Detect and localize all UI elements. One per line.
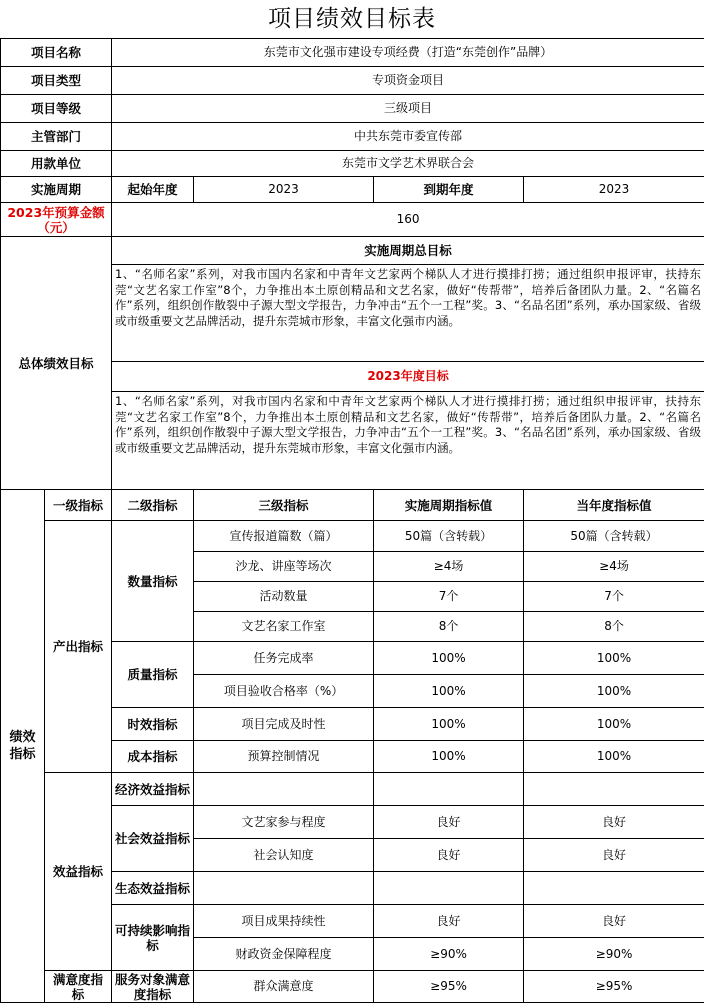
cost-indicator-label: 成本指标 [112,741,194,773]
ecological-indicator-label: 生态效益指标 [112,872,194,905]
sustainable-indicator-label: 可持续影响指标 [112,905,194,971]
indicator-name: 文艺名家工作室 [194,612,374,642]
indicator-name: 文艺家参与程度 [194,806,374,839]
indicator-name: 任务完成率 [194,642,374,675]
header-period-value: 实施周期指标值 [374,490,524,521]
row-project-level [1,95,704,123]
indicator-period-value: 100% [374,741,524,773]
indicator-period-value: 100% [374,675,524,708]
department-value: 中共东莞市委宣传部 [112,123,704,151]
project-name-label: 项目名称 [1,39,112,67]
indicator-year-value: 100% [524,642,704,675]
fund-unit-label: 用款单位 [1,151,112,177]
start-year-value: 2023 [194,177,374,203]
indicator-year-value: 100% [524,741,704,773]
indicator-year-value: 良好 [524,839,704,872]
year-goal-text: 1、“名师名家”系列，对我市国内名家和中青年文艺家两个梯队人才进行摸排打捞；通过组织申报评审，扶持东莞“文艺名家工作室”8个，力争推出本土原创精品和文艺名家，做好“传帮带”，培养后备团队力量。2、“名篇名作”系列，组织创作散裂中子源大型文学报告，力争冲击“五个一工程”奖。3、“名品名团”系列，承办国家级、省级或市级重要文艺品牌活动，提升东莞城市形象，丰富文化强市内涵。 [112,392,704,490]
project-level-label: 项目等级 [1,95,112,123]
table-row [1,521,704,552]
project-name-value: 东莞市文化强市建设专项经费（打造“东莞创作”品牌） [112,39,704,67]
row-period [1,177,704,203]
satisfaction-indicator-label: 满意度指标 [45,971,112,1003]
service-indicator-label: 服务对象满意度指标 [112,971,194,1003]
economic-indicator-label: 经济效益指标 [112,773,194,806]
social-indicator-label: 社会效益指标 [112,806,194,872]
table-row [1,971,704,1003]
indicator-period-value: ≥4场 [374,552,524,582]
row-fund-unit [1,151,704,177]
period-label: 实施周期 [1,177,112,203]
period-goal-text: 1、“名师名家”系列，对我市国内名家和中青年文艺家两个梯队人才进行摸排打捞；通过组织申报评审，扶持东莞“文艺名家工作室”8个，力争推出本土原创精品和文艺名家，做好“传帮带”，培养后备团队力量。2、“名篇名作”系列，组织创作散裂中子源大型文学报告，力争冲击“五个一工程”奖。3、“名品名团”系列，承办国家级、省级或市级重要文艺品牌活动，提升东莞城市形象，丰富文化强市内涵。 [112,265,704,362]
indicator-name: 宣传报道篇数（篇） [194,521,374,552]
indicator-year-value: 8个 [524,612,704,642]
overall-goal-label: 总体绩效目标 [1,237,112,490]
project-type-value: 专项资金项目 [112,67,704,95]
header-year-value: 当年度指标值 [524,490,704,521]
indicator-year-value: 100% [524,708,704,741]
indicator-period-value: 8个 [374,612,524,642]
table-row [1,773,704,806]
indicator-name: 项目完成及时性 [194,708,374,741]
indicator-year-value: 100% [524,675,704,708]
department-label: 主管部门 [1,123,112,151]
header-level3: 三级指标 [194,490,374,521]
indicator-year-value: ≥4场 [524,552,704,582]
indicator-period-value: 100% [374,642,524,675]
benefit-indicator-label: 效益指标 [45,773,112,971]
row-period-goal-header [1,237,704,265]
header-level2: 二级指标 [112,490,194,521]
indicator-period-value: 良好 [374,806,524,839]
indicator-name: 沙龙、讲座等场次 [194,552,374,582]
start-year-label: 起始年度 [112,177,194,203]
budget-label: 2023年预算金额（元） [1,203,112,237]
performance-table [0,38,704,1003]
indicator-name-empty [194,872,374,905]
indicator-period-value: 良好 [374,839,524,872]
indicator-year-value: 良好 [524,905,704,938]
year-goal-label: 2023年度目标 [112,362,704,392]
budget-value: 160 [112,203,704,237]
indicator-period-empty [374,872,524,905]
indicator-period-value: ≥95% [374,971,524,1003]
indicator-year-empty [524,872,704,905]
timeliness-indicator-label: 时效指标 [112,708,194,741]
indicator-period-value: 50篇（含转载） [374,521,524,552]
indicator-year-value: 良好 [524,806,704,839]
quality-indicator-label: 质量指标 [112,642,194,708]
row-budget [1,203,704,237]
indicator-period-value: 良好 [374,905,524,938]
indicator-period-value: 7个 [374,582,524,612]
indicator-year-value: 7个 [524,582,704,612]
indicator-period-empty [374,773,524,806]
indicator-year-value: ≥95% [524,971,704,1003]
indicator-period-value: 100% [374,708,524,741]
indicator-name: 活动数量 [194,582,374,612]
indicator-name-empty [194,773,374,806]
indicator-name: 社会认知度 [194,839,374,872]
end-year-value: 2023 [524,177,704,203]
indicator-year-empty [524,773,704,806]
indicator-year-value: ≥90% [524,938,704,971]
fund-unit-value: 东莞市文学艺术界联合会 [112,151,704,177]
period-goal-label: 实施周期总目标 [112,237,704,265]
header-level1: 一级指标 [45,490,112,521]
indicators-side-label: 绩效指标 [1,490,45,1003]
indicator-name: 财政资金保障程度 [194,938,374,971]
indicator-name: 项目成果持续性 [194,905,374,938]
indicator-name: 预算控制情况 [194,741,374,773]
output-indicator-label: 产出指标 [45,521,112,773]
indicator-period-value: ≥90% [374,938,524,971]
project-level-value: 三级项目 [112,95,704,123]
indicator-name: 项目验收合格率（%） [194,675,374,708]
project-type-label: 项目类型 [1,67,112,95]
page-title: 项目绩效目标表 [268,6,436,32]
quantity-indicator-label: 数量指标 [112,521,194,642]
end-year-label: 到期年度 [374,177,524,203]
indicator-year-value: 50篇（含转载） [524,521,704,552]
row-department [1,123,704,151]
row-project-name [1,39,704,67]
row-project-type [1,67,704,95]
indicator-name: 群众满意度 [194,971,374,1003]
row-indicator-headers [1,490,704,521]
